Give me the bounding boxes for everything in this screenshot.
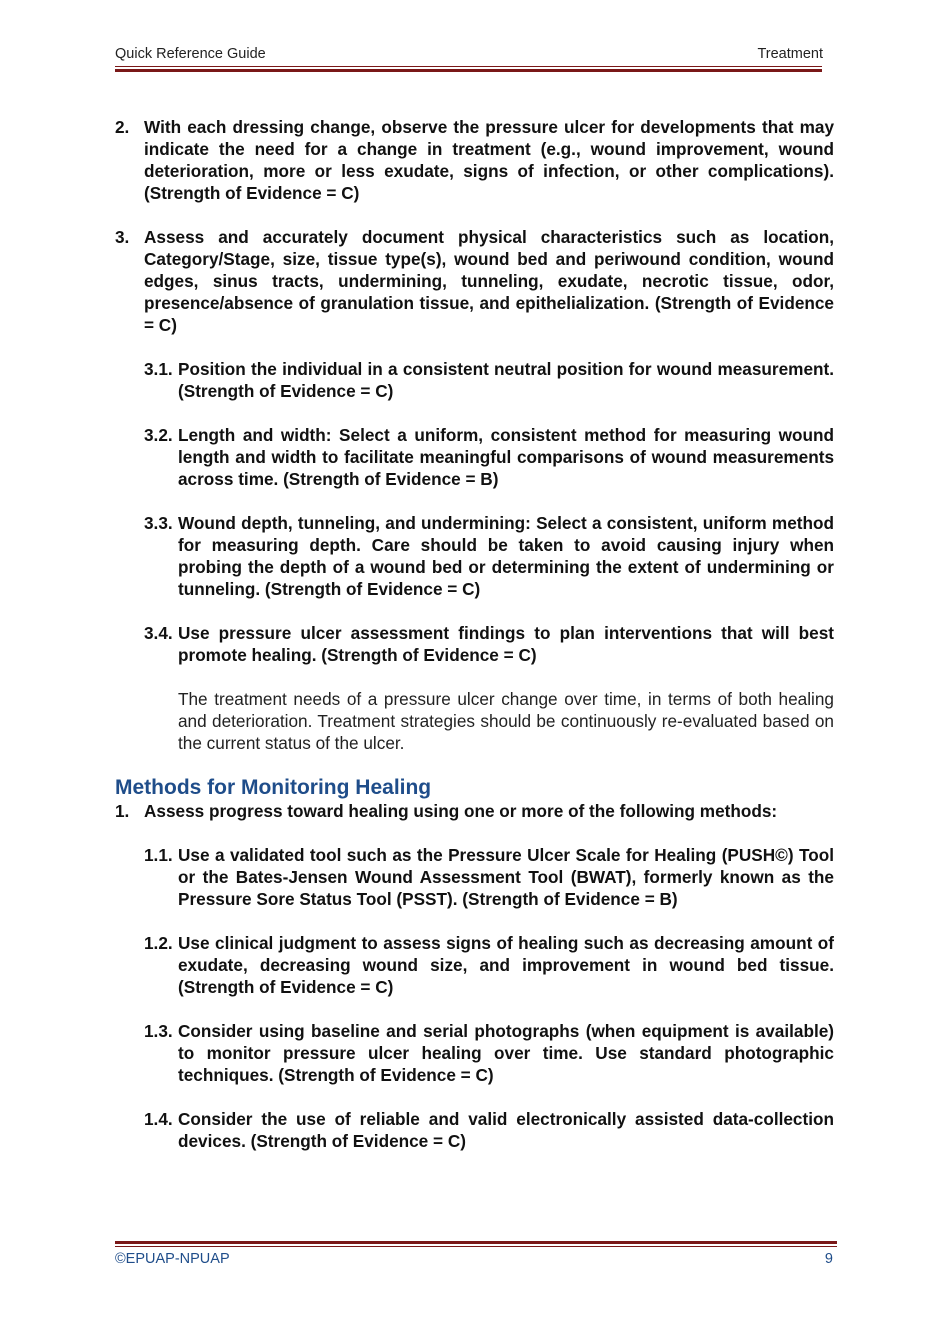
footer-copyright: ©EPUAP-NPUAP xyxy=(115,1251,230,1267)
list-item xyxy=(115,800,834,822)
header-doc-title: Quick Reference Guide xyxy=(115,46,266,62)
explanatory-note: The treatment needs of a pressure ulcer change over time, in terms of both healing and deterioration. Treatment strategies should be continuously re-evaluated based on the current status of the ulcer. xyxy=(178,689,834,753)
sub-list-item xyxy=(144,512,834,600)
list-number: 1. xyxy=(115,801,130,821)
sub-list-text: Consider using baseline and serial photographs (when equipment is available) to monitor pressure ulcer healing over time. Use standard photographic techniques. (Strength of Evidence = C) xyxy=(178,1021,834,1085)
list-text: Assess progress toward healing using one or more of the following methods: xyxy=(144,801,778,821)
sub-list-text: Use a validated tool such as the Pressure Ulcer Scale for Healing (PUSH©) Tool or the Bates-Jensen Wound Assessment Tool (BWAT), formerly known as the Pressure Sore Status Tool (PSST). (Strength of Evidence = B) xyxy=(178,845,834,909)
sub-list-number: 3.3. xyxy=(144,513,173,533)
list-item xyxy=(115,226,834,336)
sub-list-number: 3.4. xyxy=(144,623,173,643)
sub-list-item xyxy=(144,424,834,490)
page-number: 9 xyxy=(824,1251,833,1267)
header-rule xyxy=(115,66,822,72)
sub-list-item xyxy=(144,1020,834,1086)
sub-list-text: Use clinical judgment to assess signs of healing such as decreasing amount of exudate, decreasing wound size, and improvement in wound bed tissue. (Strength of Evidence = C) xyxy=(178,933,834,997)
list-text: With each dressing change, observe the pressure ulcer for developments that may indicate the need for a change in treatment (e.g., wound improvement, wound deterioration, more or less exudate, signs of infection, or other complications). (Strength of Evidence = C) xyxy=(144,117,834,203)
sub-list-number: 1.1. xyxy=(144,845,173,865)
list-text: Assess and accurately document physical characteristics such as location, Category/Stage, size, tissue type(s), wound bed and periwound condition, wound edges, sinus tracts, undermining, tunneling, exudate, necrotic tissue, odor, presence/absence of granulation tissue, and epithelialization. (Strength of Evidence = C) xyxy=(144,227,834,335)
list-number: 3. xyxy=(115,227,130,247)
sub-list-number: 1.4. xyxy=(144,1109,173,1129)
sub-list-text: Length and width: Select a uniform, consistent method for measuring wound length and width to facilitate meaningful comparisons of wound measurements across time. (Strength of Evidence = B) xyxy=(178,425,834,489)
sub-list-number: 1.2. xyxy=(144,933,173,953)
list-number: 2. xyxy=(115,117,130,137)
sub-list-text: Wound depth, tunneling, and undermining: Select a consistent, uniform method for measuring depth. Care should be taken to avoid causing injury when probing the depth of a wound bed or determining the extent of undermining or tunneling. (Strength of Evidence = C) xyxy=(178,513,834,599)
sub-list-item xyxy=(144,358,834,402)
sub-list-text: Use pressure ulcer assessment findings to plan interventions that will best promote healing. (Strength of Evidence = C) xyxy=(178,623,834,665)
sub-list-item xyxy=(144,932,834,998)
sub-list-number: 1.3. xyxy=(144,1021,173,1041)
sub-list-text: Consider the use of reliable and valid electronically assisted data-collection devices. (Strength of Evidence = C) xyxy=(178,1109,834,1151)
sub-list-item xyxy=(144,1108,834,1152)
sub-list-item xyxy=(144,622,834,666)
sub-list-item xyxy=(144,844,834,910)
footer-rule xyxy=(115,1241,837,1247)
sub-list-number: 3.2. xyxy=(144,425,173,445)
section-heading: Methods for Monitoring Healing xyxy=(115,776,432,799)
list-item xyxy=(115,116,834,204)
header-section: Treatment xyxy=(757,46,823,62)
page-content xyxy=(115,116,834,1152)
sub-list-number: 3.1. xyxy=(144,359,173,379)
sub-list-text: Position the individual in a consistent neutral position for wound measurement. (Strength of Evidence = C) xyxy=(178,359,834,401)
